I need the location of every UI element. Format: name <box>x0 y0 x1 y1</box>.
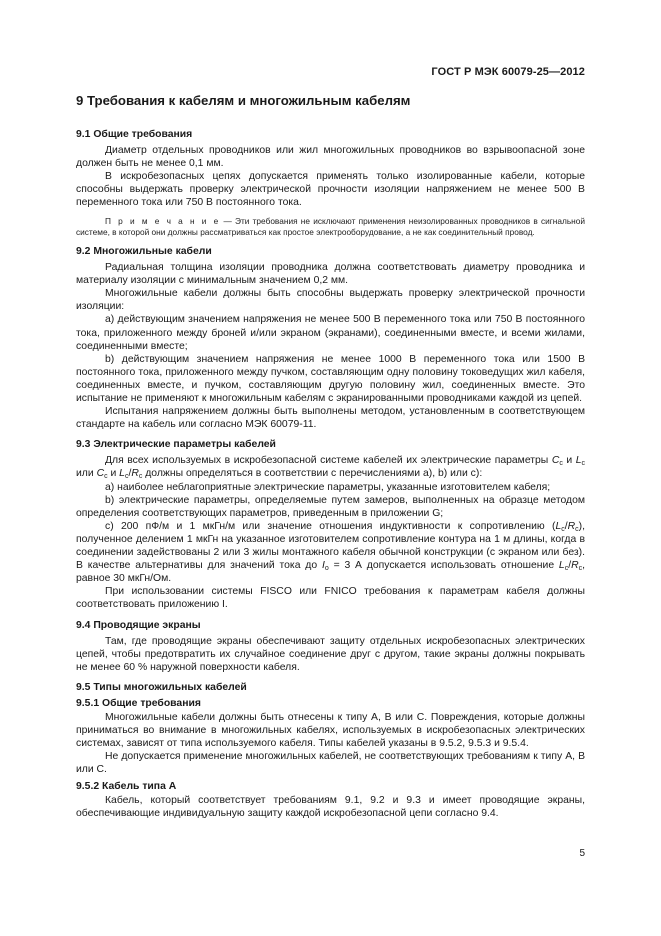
paragraph: Кабель, который соответствует требованиям 9.1, 9.2 и 9.3 и имеет проводящие экраны, обеспечивающие индивидуальную защиту каждой искробезопасной цепи согласно 9.4. <box>76 794 585 819</box>
paragraph: Испытания напряжением должны быть выполнены методом, установленным в соответствующем стандарте на кабель или согласно МЭК 60079-11. <box>76 406 585 431</box>
list-item-a: a) действующим значением напряжения не менее 500 В переменного тока или 750 В постоянного тока, приложенного между броней и/или экраном (экранами), соединенными вместе, и всеми жилами, соединенными вместе; <box>76 314 585 352</box>
paragraph: Там, где проводящие экраны обеспечивают защиту отдельных искробезопасных электрических цепей, чтобы предотвратить их случайное соединение друг с другом, такие экраны должны покрывать не менее 60 % наружной поверхности кабеля. <box>76 635 585 673</box>
note-label: П р и м е ч а н и е <box>105 215 221 226</box>
note-text: — Эти требования не исключают применения неизолированных проводников в сигнальной системе, в которой они должны рассматриваться как простое электрооборудование, а не как соединительный провод. <box>76 215 586 237</box>
paragraph: При использовании системы FISCO или FNICO требования к параметрам кабеля должны соответствовать приложению I. <box>76 586 585 611</box>
section-9-title: 9 Требования к кабелям и многожильным кабелям <box>76 93 411 108</box>
paragraph-params: Для всех используемых в искробезопасной системе кабелей их электрические параметры $C_c$ и $L_c$ или $C_c$ и $L_c/R_c$ должны определяться в соответствии с перечислениями а), b) или с): <box>76 455 585 481</box>
page-content <box>76 93 585 820</box>
page-number: 5 <box>579 848 585 859</box>
paragraph: Радиальная толщина изоляции проводника должна соответствовать диаметру проводника и материалу изоляции с минимальным значением 0,2 мм. <box>76 262 585 287</box>
heading-9-5-2: 9.5.2 Кабель типа А <box>76 780 177 792</box>
list-item-b: b) электрические параметры, определяемые путем замеров, выполненных на образце методом определения соответствующих параметров, приведенным в приложении G; <box>76 494 585 519</box>
paragraph: Диаметр отдельных проводников или жил многожильных проводников во взрывоопасной зоне должен быть не менее 0,1 мм. <box>76 145 585 170</box>
list-item-c: c) 200 пФ/м и 1 мкГн/м или значение отношения индуктивности к сопротивлению $(L_c/R_c)$, полученное делением 1 мкГн на указанное изготовителем сопротивление контура на 1 м длины, когда в соединении задействованы 2 или 3 жилы монтажного кабеля обычной конструкции (с экраном или без). В качестве альтернативы для значений тока до $I_o = 3$ А допускается использовать отношение $L_c/R_c$, равное 30 мкГн/Ом. <box>76 520 585 585</box>
list-item-b: b) действующим значением напряжения не менее 1000 В переменного тока или 1500 В постоянного тока, приложенного между пучком, составляющим одну половину токоведущих жил кабеля, соединенных вместе, и пучком, составляющим другую половину жил, соединенных вместе. Это испытание не применяют к многожильным кабелям с экранированными проводниками каждой из цепей. <box>76 353 585 404</box>
heading-9-3: 9.3 Электрические параметры кабелей <box>76 439 276 451</box>
heading-9-2: 9.2 Многожильные кабели <box>76 245 212 257</box>
standard-header: ГОСТ Р МЭК 60079-25—2012 <box>431 66 585 78</box>
list-item-a: a) наиболее неблагоприятные электрические параметры, указанные изготовителем кабеля; <box>105 481 551 493</box>
paragraph: В искробезопасных цепях допускается применять только изолированные кабели, которые способны выдержать проверку электрической прочности изоляции напряжением не менее 500 В переменного тока или 750 В постоянного тока. <box>76 171 585 209</box>
paragraph: Многожильные кабели должны быть способны выдержать проверку электрической прочности изоляции: <box>76 288 585 313</box>
heading-9-5: 9.5 Типы многожильных кабелей <box>76 681 247 693</box>
heading-9-5-1: 9.5.1 Общие требования <box>76 697 201 709</box>
note <box>76 216 585 238</box>
heading-9-4: 9.4 Проводящие экраны <box>76 619 201 631</box>
heading-9-1: 9.1 Общие требования <box>76 129 193 140</box>
paragraph: Не допускается применение многожильных кабелей, не соответствующих требованиям к типу А, В или С. <box>76 751 585 776</box>
paragraph: Многожильные кабели должны быть отнесены к типу А, В или С. Повреждения, которые должны приниматься во внимание в многожильных кабелях, используемых в искробезопасных электрических системах, зависят от типа используемого кабеля. Типы кабелей указаны в 9.5.2, 9.5.3 и 9.5.4. <box>76 712 585 750</box>
